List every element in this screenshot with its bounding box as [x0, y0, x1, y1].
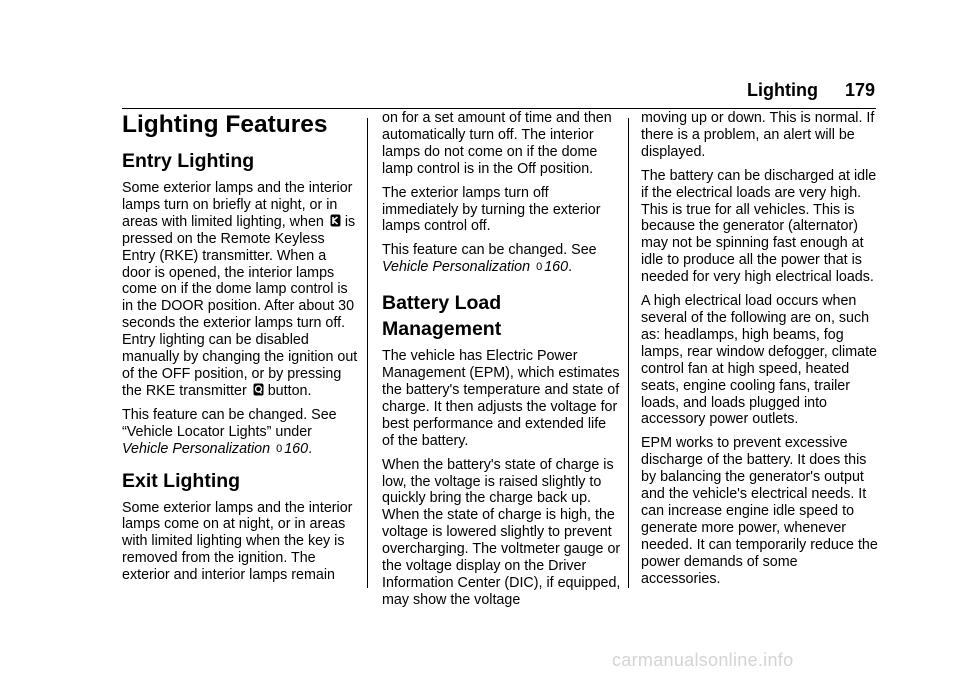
battery-paragraph-4: A high electrical load occurs when several of the following are on, such as: headlamps, high beams, fog lamps, rear window defogger, climate control fan at high speed, heated seats, engine cooling fans, trailer loads, and loads plugged into accessory power outlets.	[641, 293, 878, 428]
vehicle-personalization-link[interactable]: Vehicle Personalization	[382, 259, 531, 276]
battery-paragraph-2-cont: moving up or down. This is normal. If there is a problem, an alert will be displayed.	[641, 110, 875, 160]
column-divider-1	[367, 118, 368, 588]
sentence-end: .	[568, 259, 573, 276]
entry-lighting-paragraph	[122, 180, 358, 400]
exit-lighting-see-also	[382, 242, 622, 276]
entry-lighting-see-also	[122, 407, 358, 458]
page-reference[interactable]: 160	[284, 440, 309, 457]
exit-lighting-heading: Exit Lighting	[122, 469, 241, 492]
running-header-section: Lighting	[747, 80, 818, 100]
see-also-text: This feature can be changed. See	[382, 242, 597, 259]
page-title: Lighting Features	[122, 111, 328, 138]
heading-line-1: Battery Load	[382, 292, 502, 315]
battery-paragraph-1: The vehicle has Electric Power Management (EPM), which estimates the battery's temperature and state of charge. It then adjusts the voltage for best performance and extended life of the battery.	[382, 348, 620, 449]
page-ref-arrow-icon: 0	[536, 261, 543, 274]
column-divider-2	[628, 118, 629, 588]
entry-text-c: button.	[267, 382, 312, 399]
battery-paragraph-3: The battery can be discharged at idle if the electrical loads are very high. This is true for all vehicles. This is because the generator (alternator) may not be spinning fast enough at idle to produce all the power that is needed for very high electrical loads.	[641, 167, 877, 286]
header-rule	[122, 108, 876, 109]
exit-lighting-paragraph-cont: on for a set amount of time and then automatically turn off. The interior lamps do not come on if the dome lamp control is in the Off position.	[382, 110, 612, 177]
exit-lighting-paragraph: Some exterior lamps and the interior lamps come on at night, or in areas with limited lighting when the key is removed from the ignition. The exterior and interior lamps remain	[122, 499, 353, 584]
page-number: 179	[845, 80, 876, 100]
rke-unlock-icon	[330, 214, 341, 227]
page-ref-arrow-icon: 0	[276, 442, 283, 455]
entry-text-b: is pressed on the Remote Keyless Entry (RKE) transmitter. When a door is opened, the interior lamps come on if the dome lamp control is in the DOOR position. After about 30 seconds the exterior lamps turn off. Entry lighting can be disabled manually by changing the ignition out of the OFF position, or by pressing the RKE transmitter	[122, 213, 358, 399]
column-1	[122, 110, 358, 591]
heading-line-2: Management	[382, 318, 502, 341]
see-also-text: This feature can be changed. See “Vehicle Locator Lights” under	[122, 406, 337, 440]
battery-paragraph-5: EPM works to prevent excessive discharge of the battery. It does this by balancing the generator's output and the vehicle's electrical needs. It can increase engine idle speed to generate more power, whenever needed. It can temporarily reduce the power demands of some accessories.	[641, 435, 878, 587]
column-2	[382, 110, 622, 616]
sentence-end: .	[308, 440, 313, 457]
entry-text-a: Some exterior lamps and the interior lamps turn on briefly at night, or in areas with limited lighting, when	[122, 180, 353, 230]
entry-lighting-heading: Entry Lighting	[122, 150, 255, 172]
vehicle-personalization-link[interactable]: Vehicle Personalization	[122, 440, 271, 457]
watermark: carmanualsonline.info	[612, 650, 794, 670]
exit-lighting-paragraph-2: The exterior lamps turn off immediately by turning the exterior lamps control off.	[382, 184, 601, 235]
column-3	[641, 110, 879, 594]
battery-load-management-heading	[382, 290, 622, 342]
page-reference[interactable]: 160	[544, 259, 569, 276]
rke-remote-start-icon	[253, 383, 264, 396]
battery-paragraph-2: When the battery's state of charge is low, the voltage is raised slightly to quickly bring the charge back up. When the state of charge is high, the voltage is lowered slightly to prevent overcharging. The voltmeter gauge or the voltage display on the Driver Information Center (DIC), if equipped, may show the voltage	[382, 456, 621, 608]
